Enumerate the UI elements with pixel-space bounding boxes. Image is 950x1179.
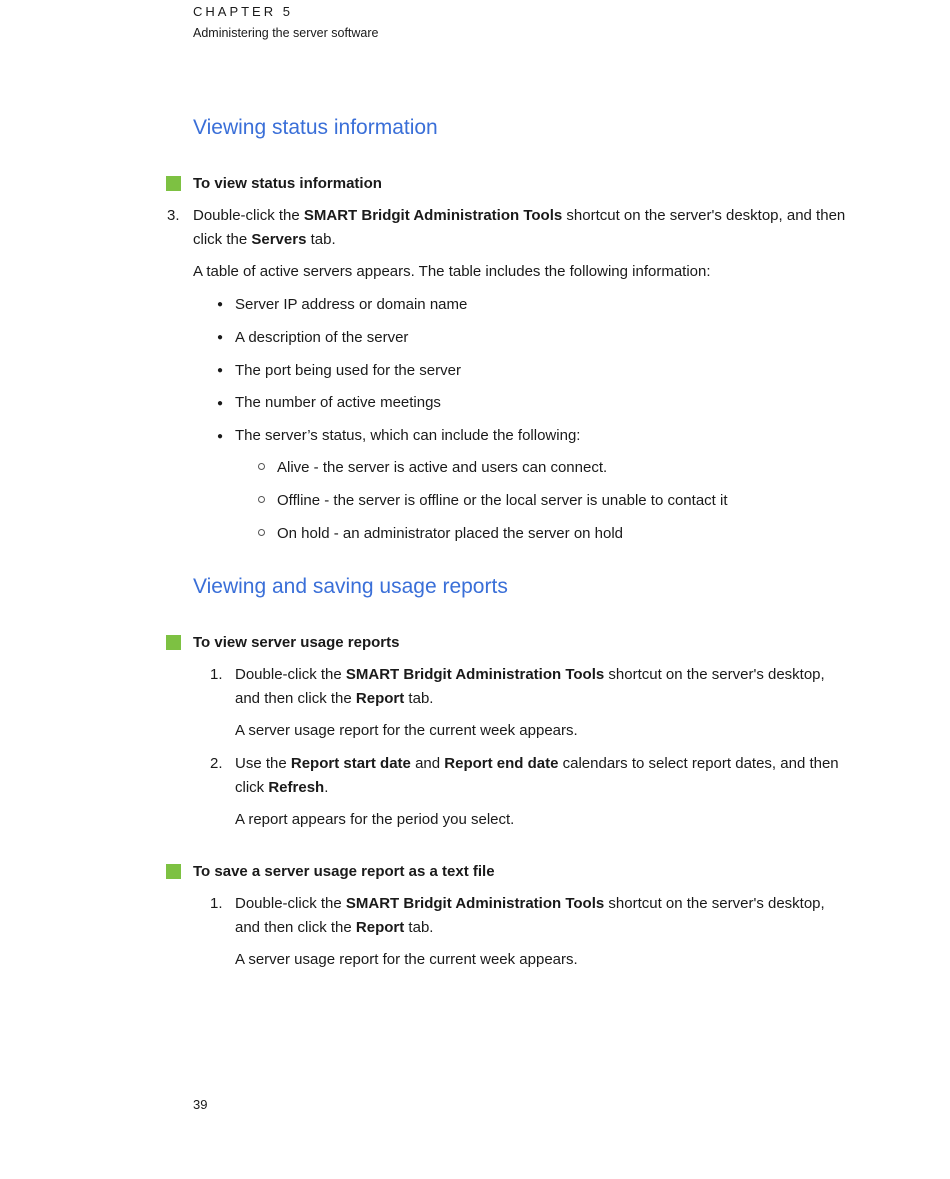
step-text-line1: Use the Report start date and Report end date calendars to select report dates, and then: [235, 755, 839, 772]
step-text-line1: Double-click the SMART Bridgit Administration Tools shortcut on the server's desktop, and then: [193, 207, 846, 224]
bullet-icon: ●: [217, 299, 224, 310]
list-item: The port being used for the server: [235, 362, 461, 379]
task-title: To view status information: [193, 175, 382, 192]
task-square-icon: [166, 176, 181, 191]
step-number: 1.: [210, 895, 223, 912]
step-number: 2.: [210, 755, 223, 772]
sub-bullet-icon: [258, 496, 265, 503]
step-number: 1.: [210, 666, 223, 683]
bullet-icon: ●: [217, 332, 224, 343]
list-item: A description of the server: [235, 329, 409, 346]
chapter-label: CHAPTER 5: [193, 4, 293, 19]
sub-list-item: Offline - the server is offline or the local server is unable to contact it: [277, 492, 728, 509]
task-save-report: [166, 863, 495, 880]
sub-list-item: Alive - the server is active and users can connect.: [277, 459, 608, 476]
step-result: A report appears for the period you select.: [235, 811, 515, 828]
step-text-line2: and then click the Report tab.: [235, 690, 434, 707]
step-result: A table of active servers appears. The table includes the following information:: [193, 263, 711, 280]
list-item: Server IP address or domain name: [235, 296, 468, 313]
chapter-subtitle: Administering the server software: [193, 26, 379, 40]
bullet-icon: ●: [217, 431, 224, 442]
task-title: To save a server usage report as a text file: [193, 863, 495, 880]
list-item: The number of active meetings: [235, 394, 441, 411]
bullet-icon: ●: [217, 365, 224, 376]
step-text-line2: and then click the Report tab.: [235, 919, 434, 936]
sub-bullet-icon: [258, 463, 265, 470]
section-heading-status: Viewing status information: [193, 116, 438, 139]
bullet-icon: ●: [217, 398, 224, 409]
sub-bullet-icon: [258, 529, 265, 536]
task-square-icon: [166, 635, 181, 650]
list-item: The server’s status, which can include the following:: [235, 427, 581, 444]
step-result: A server usage report for the current week appears.: [235, 722, 578, 739]
task-view-status: [166, 175, 382, 192]
step-text-line1: Double-click the SMART Bridgit Administration Tools shortcut on the server's desktop,: [235, 895, 825, 912]
step-text-line2: click the Servers tab.: [193, 231, 336, 248]
task-view-reports: [166, 634, 399, 651]
step-text-line1: Double-click the SMART Bridgit Administration Tools shortcut on the server's desktop,: [235, 666, 825, 683]
page-number: 39: [193, 1097, 208, 1112]
step-number: 3.: [167, 207, 180, 224]
task-square-icon: [166, 864, 181, 879]
step-text-line2: click Refresh.: [235, 779, 329, 796]
task-title: To view server usage reports: [193, 634, 400, 651]
section-heading-reports: Viewing and saving usage reports: [193, 575, 508, 598]
sub-list-item: On hold - an administrator placed the server on hold: [277, 525, 624, 542]
step-result: A server usage report for the current week appears.: [235, 951, 578, 968]
